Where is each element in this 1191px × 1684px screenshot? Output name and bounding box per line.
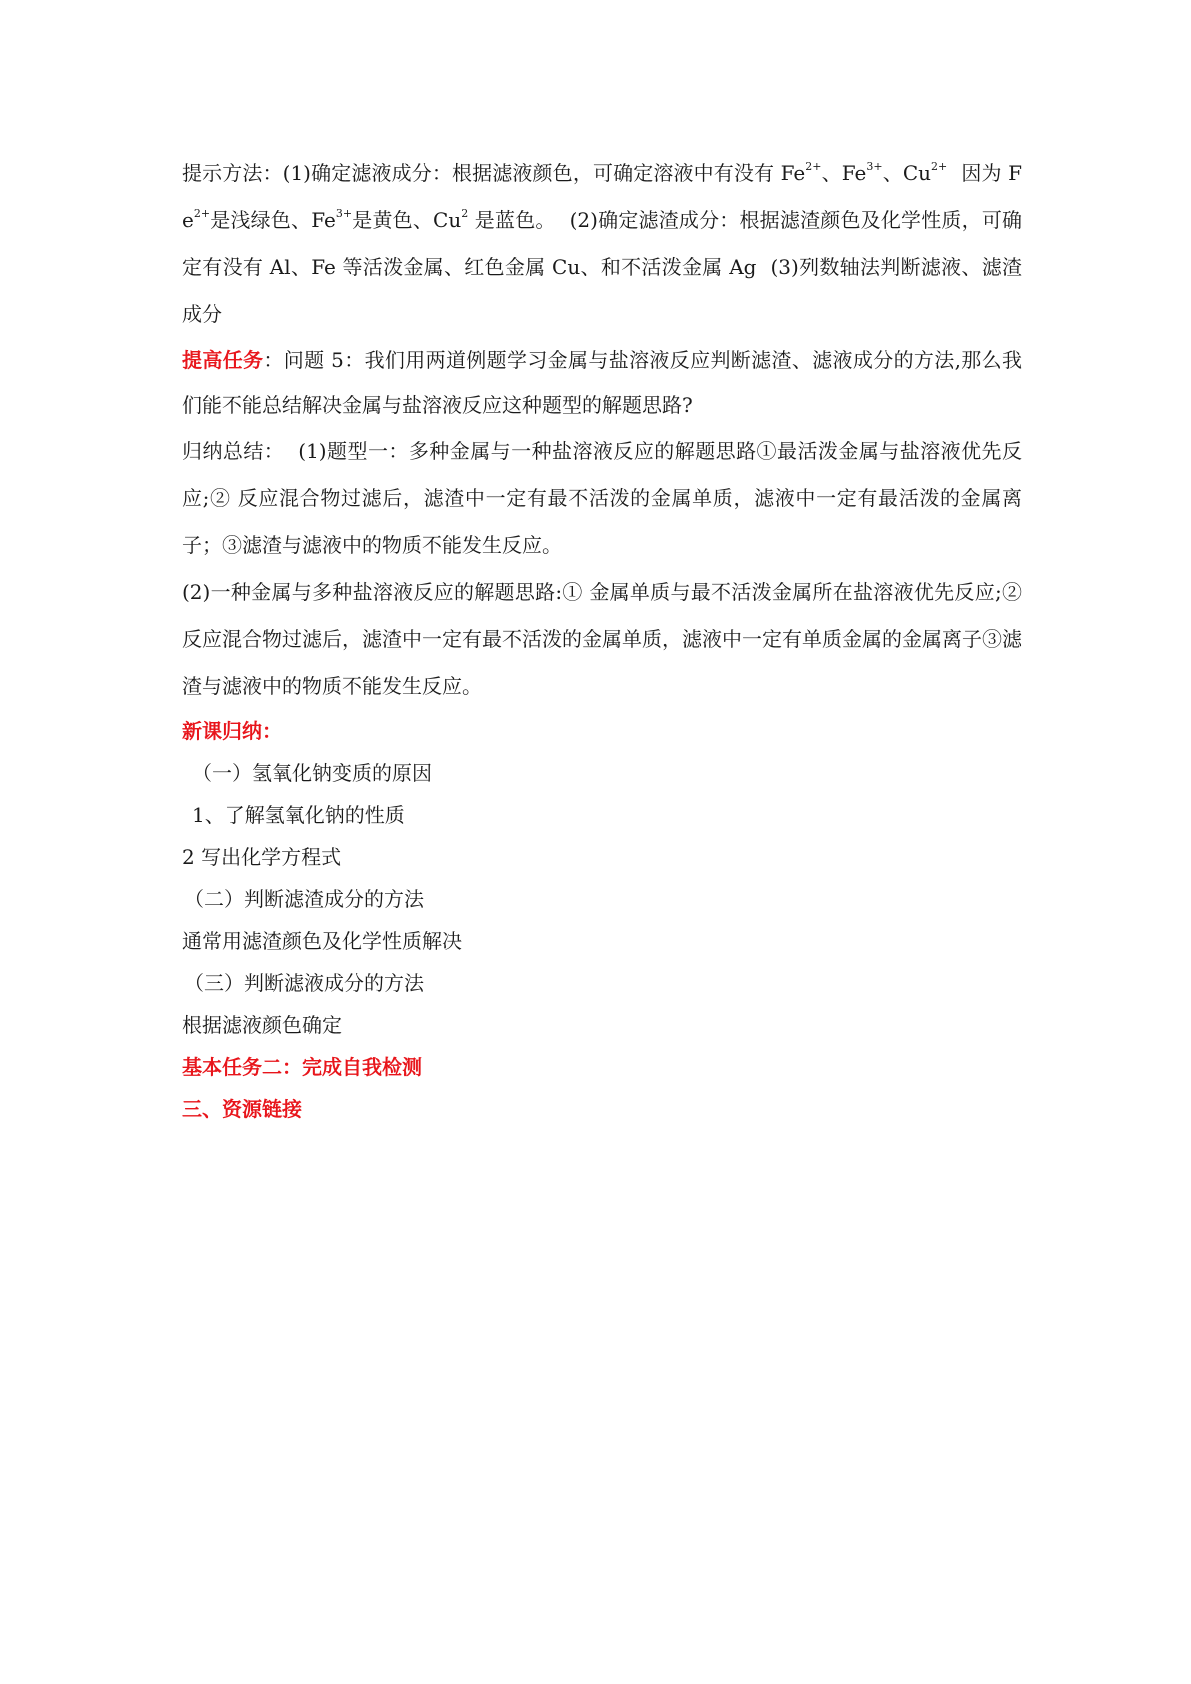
- new-lesson-item: （二）判断滤渣成分的方法: [184, 887, 424, 911]
- summary-type2-text: (2)一种金属与多种盐溶液反应的解题思路:① 金属单质与最不活泼金属所在盐溶液优先反应;② 反应混合物过滤后，滤渣中一定有最不活泼的金属单质，滤液中一定有单质金属的金属离子③滤渣与滤液中的物质不能发生反应。: [182, 580, 1022, 698]
- document-body: [182, 150, 1022, 1130]
- hint-line2-a: Fe: [182, 161, 1023, 232]
- task2-heading: 基本任务二：完成自我检测: [182, 1055, 422, 1079]
- new-lesson-heading: 新课归纳：: [182, 719, 282, 743]
- new-lesson-item: 1、了解氢氧化钠的性质: [192, 803, 405, 827]
- hint-prefix: 提示方法：(1)确定滤液成分：根据滤液颜色，可确定溶液中有没有 Fe: [182, 161, 806, 185]
- hint-because: 因为: [961, 161, 1002, 185]
- summary-label: 归纳总结：: [182, 439, 285, 463]
- new-lesson-item: 根据滤液颜色确定: [182, 1013, 342, 1037]
- fe3-superscript: 3+: [866, 160, 883, 174]
- summary-type1-text: (1)题型一：多种金属与一种盐溶液反应的解题思路①最活泼金属与盐溶液优先反应;② 反应混合物过滤后，滤渣中一定有最不活泼的金属单质，滤液中一定有最活泼的金属离子；③滤渣与滤液中的物质不能发生反应。: [182, 439, 1022, 557]
- hint-sep1: 、Fe: [821, 161, 867, 185]
- hint-filter-residue: (2)确定滤渣成分：根据滤渣颜色及化学性质，可确定有没有 Al、Fe 等活泼金属、红色金属 Cu、和不活泼金属 Ag: [182, 208, 1023, 279]
- fe2-superscript-2: 2+: [193, 207, 211, 221]
- hint-line2-c: 是黄色、Cu: [352, 208, 462, 232]
- new-lesson-item: （三）判断滤液成分的方法: [184, 971, 424, 995]
- fe2-superscript: 2+: [805, 160, 822, 174]
- fe3-superscript-2: 3+: [335, 207, 353, 221]
- new-lesson-item: 通常用滤渣颜色及化学性质解决: [182, 929, 462, 953]
- improve-task-paragraph: [182, 338, 1022, 428]
- summary-type2-paragraph: [182, 569, 1022, 710]
- improve-task-label: 提高任务: [182, 348, 264, 372]
- improve-task-colon: ：: [263, 348, 284, 372]
- new-lesson-item: 2 写出化学方程式: [182, 845, 342, 869]
- resources-heading: 三、资源链接: [182, 1097, 302, 1121]
- improve-task-text: 问题 5：我们用两道例题学习金属与盐溶液反应判断滤渣、滤液成分的方法,那么我们能不能总结解决金属与盐溶液反应这种题型的解题思路?: [182, 348, 1023, 417]
- cu-superscript: 2+: [931, 160, 948, 174]
- hint-sep2: 、Cu: [882, 161, 932, 185]
- cu-superscript-2: 2: [461, 207, 469, 221]
- hint-line2-d: 是蓝色。: [468, 208, 556, 232]
- hint-paragraph: [182, 150, 1022, 338]
- hint-line2-b: 是浅绿色、Fe: [210, 208, 336, 232]
- summary-type1-paragraph: [182, 428, 1022, 569]
- hint-number-line: (3)列数轴法判断滤液、滤渣成分: [182, 255, 1022, 326]
- new-lesson-item: （一）氢氧化钠变质的原因: [192, 761, 432, 785]
